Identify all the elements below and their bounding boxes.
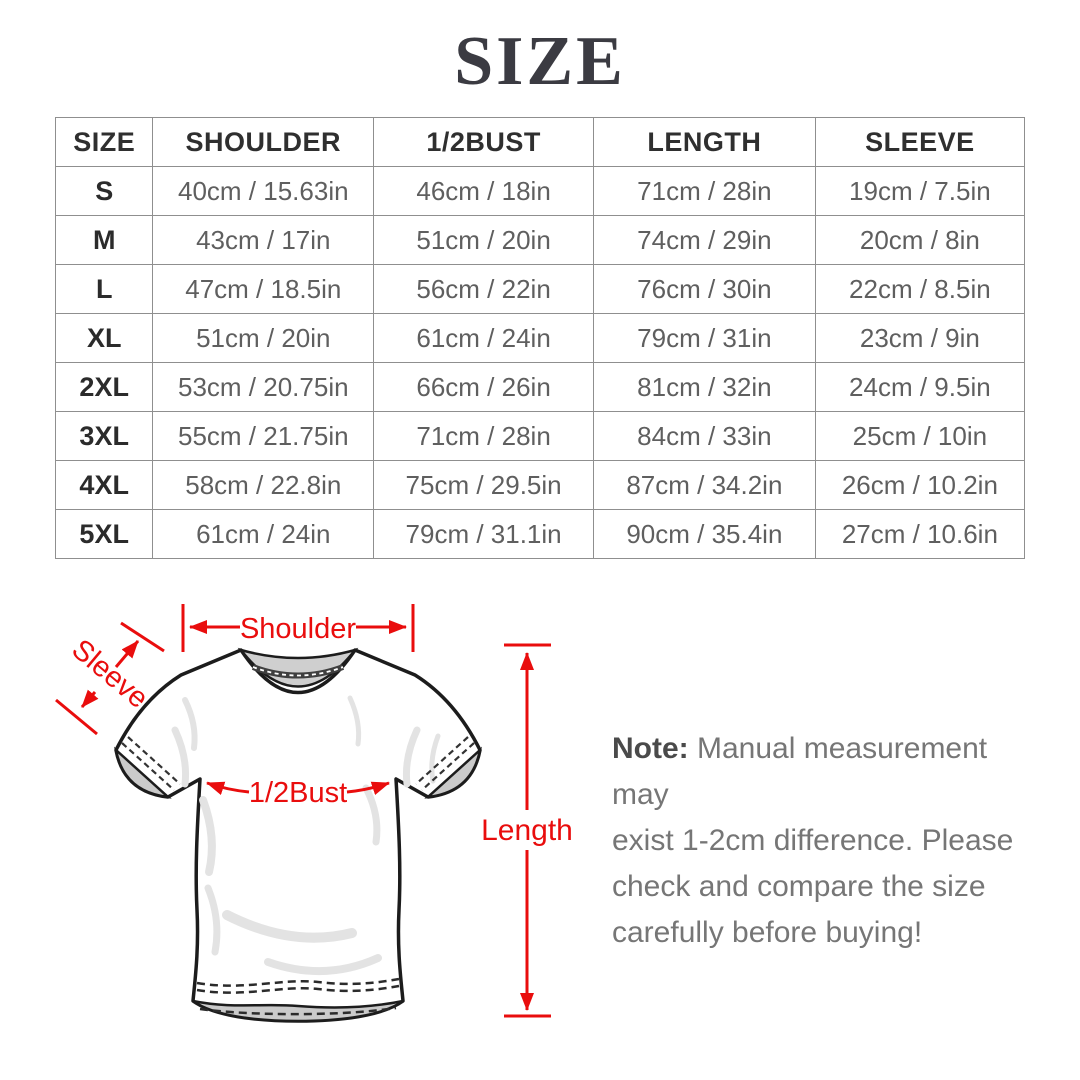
size-cell: M [56, 216, 153, 265]
measurement-cell: 66cm / 26in [374, 363, 594, 412]
measurement-cell: 19cm / 7.5in [815, 167, 1024, 216]
size-cell: 5XL [56, 510, 153, 559]
length-dimension [481, 645, 573, 1016]
size-cell: 4XL [56, 461, 153, 510]
sleeve-tick-bottom [56, 700, 97, 734]
measurement-cell: 75cm / 29.5in [374, 461, 594, 510]
tshirt-body [116, 650, 480, 1021]
measurement-cell: 61cm / 24in [153, 510, 374, 559]
bust-label: 1/2Bust [248, 777, 348, 809]
measurement-cell: 90cm / 35.4in [594, 510, 816, 559]
measurement-cell: 22cm / 8.5in [815, 265, 1024, 314]
size-cell: 3XL [56, 412, 153, 461]
note-line: check and compare the size [612, 870, 986, 903]
note-prefix: Note: [612, 732, 689, 765]
measurement-cell: 51cm / 20in [374, 216, 594, 265]
column-header-sleeve: SLEEVE [815, 118, 1024, 167]
measurement-cell: 23cm / 9in [815, 314, 1024, 363]
size-cell: 2XL [56, 363, 153, 412]
column-header-bust: 1/2BUST [374, 118, 594, 167]
column-header-length: LENGTH [594, 118, 816, 167]
measurement-note [612, 726, 1032, 956]
measurement-cell: 87cm / 34.2in [594, 461, 816, 510]
measurement-cell: 25cm / 10in [815, 412, 1024, 461]
measurement-cell: 76cm / 30in [594, 265, 816, 314]
measurement-cell: 74cm / 29in [594, 216, 816, 265]
measurement-cell: 47cm / 18.5in [153, 265, 374, 314]
shoulder-label: Shoulder [239, 613, 357, 645]
sleeve-arrow-bottom [82, 692, 95, 707]
measurement-cell: 84cm / 33in [594, 412, 816, 461]
page-title: SIZE [454, 23, 626, 100]
measurement-cell: 71cm / 28in [374, 412, 594, 461]
size-cell: S [56, 167, 153, 216]
measurement-cell: 46cm / 18in [374, 167, 594, 216]
measurement-cell: 81cm / 32in [594, 363, 816, 412]
note-line: carefully before buying! [612, 916, 923, 949]
measurement-cell: 26cm / 10.2in [815, 461, 1024, 510]
measurement-cell: 61cm / 24in [374, 314, 594, 363]
measurement-cell: 53cm / 20.75in [153, 363, 374, 412]
measurement-cell: 58cm / 22.8in [153, 461, 374, 510]
measurement-cell: 24cm / 9.5in [815, 363, 1024, 412]
measurement-cell: 43cm / 17in [153, 216, 374, 265]
measurement-cell: 55cm / 21.75in [153, 412, 374, 461]
measurement-cell: 71cm / 28in [594, 167, 816, 216]
measurement-cell: 40cm / 15.63in [153, 167, 374, 216]
note-text: Manual measurement may [612, 732, 988, 811]
note-line: exist 1-2cm difference. Please [612, 824, 1014, 857]
tshirt-illustration [116, 650, 480, 1021]
length-label: Length [481, 814, 573, 847]
column-header-shoulder: SHOULDER [153, 118, 374, 167]
measurement-cell: 51cm / 20in [153, 314, 374, 363]
sleeve-label: Sleeve [65, 633, 155, 715]
measurement-cell: 56cm / 22in [374, 265, 594, 314]
size-cell: XL [56, 314, 153, 363]
measurement-cell: 79cm / 31.1in [374, 510, 594, 559]
size-cell: L [56, 265, 153, 314]
measurement-cell: 79cm / 31in [594, 314, 816, 363]
measurement-cell: 20cm / 8in [815, 216, 1024, 265]
column-header-size: SIZE [56, 118, 153, 167]
note-line [612, 726, 1032, 818]
measurement-cell: 27cm / 10.6in [815, 510, 1024, 559]
sleeve-tick-top [121, 623, 164, 651]
shoulder-dimension [183, 604, 413, 652]
